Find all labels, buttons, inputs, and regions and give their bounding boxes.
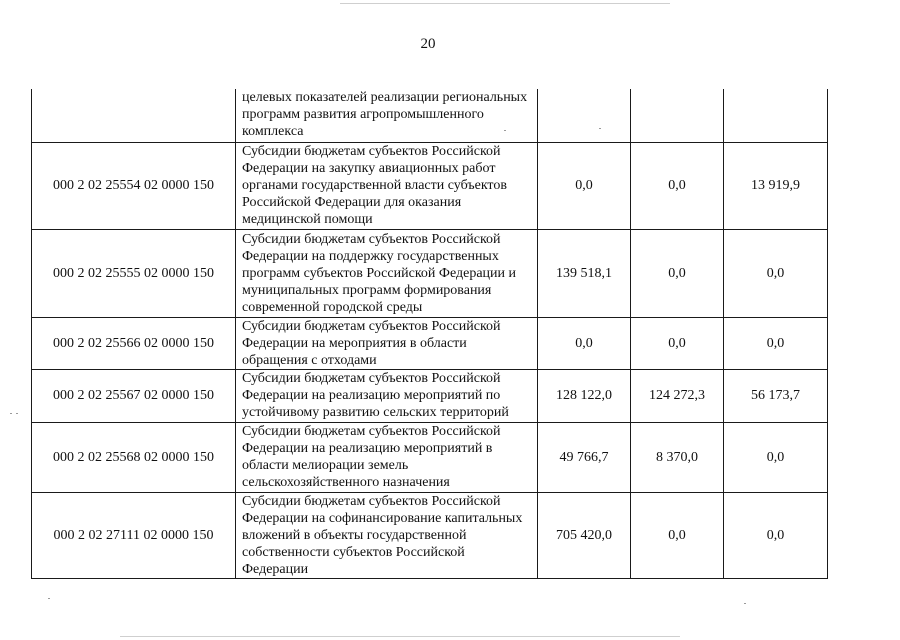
row-value-3: 0,0 — [724, 492, 828, 578]
row-value-3: 56 173,7 — [724, 369, 828, 422]
row-value-3 — [724, 89, 828, 142]
row-value-2 — [631, 89, 724, 142]
page-number: 20 — [420, 36, 436, 52]
scan-artifact-dot — [10, 413, 12, 414]
scan-artifact-dot — [744, 603, 746, 604]
row-value-3: 13 919,9 — [724, 142, 828, 229]
row-value-1: 0,0 — [538, 142, 631, 229]
row-code: 000 2 02 25554 02 0000 150 — [32, 142, 236, 229]
row-code — [32, 89, 236, 142]
row-description: Субсидии бюджетам субъектов Российской Федерации на софинансирование капитальных вложений в объекты государственной собственности субъектов Российской Федерации — [236, 492, 538, 578]
row-value-2: 0,0 — [631, 317, 724, 369]
table-row — [32, 369, 828, 422]
row-value-2: 124 272,3 — [631, 369, 724, 422]
row-value-2: 0,0 — [631, 229, 724, 317]
budget-table — [31, 89, 828, 579]
row-code: 000 2 02 27111 02 0000 150 — [32, 492, 236, 578]
row-value-3: 0,0 — [724, 317, 828, 369]
row-value-1: 49 766,7 — [538, 422, 631, 492]
row-description: целевых показателей реализации региональных программ развития агропромышленного комплекса — [236, 89, 538, 142]
table-row — [32, 89, 828, 142]
row-value-1: 128 122,0 — [538, 369, 631, 422]
row-value-2: 0,0 — [631, 142, 724, 229]
scan-artifact-dot — [16, 413, 18, 414]
table-row — [32, 422, 828, 492]
table-row — [32, 492, 828, 578]
row-value-2: 8 370,0 — [631, 422, 724, 492]
row-value-1 — [538, 89, 631, 142]
row-value-2: 0,0 — [631, 492, 724, 578]
row-value-1: 705 420,0 — [538, 492, 631, 578]
row-description: Субсидии бюджетам субъектов Российской Федерации на закупку авиационных работ органами государственной власти субъектов Российской Федерации для оказания медицинской помощи — [236, 142, 538, 229]
table-row — [32, 142, 828, 229]
scan-artifact-bottom — [120, 636, 680, 637]
scan-artifact-dot — [48, 598, 50, 599]
row-value-1: 0,0 — [538, 317, 631, 369]
table-row — [32, 229, 828, 317]
row-value-3: 0,0 — [724, 422, 828, 492]
row-code: 000 2 02 25567 02 0000 150 — [32, 369, 236, 422]
table-row — [32, 317, 828, 369]
row-description: Субсидии бюджетам субъектов Российской Федерации на мероприятия в области обращения с отходами — [236, 317, 538, 369]
row-description: Субсидии бюджетам субъектов Российской Федерации на реализацию мероприятий в области мелиорации земель сельскохозяйственного назначения — [236, 422, 538, 492]
row-description: Субсидии бюджетам субъектов Российской Федерации на реализацию мероприятий по устойчивому развитию сельских территорий — [236, 369, 538, 422]
row-code: 000 2 02 25566 02 0000 150 — [32, 317, 236, 369]
row-value-3: 0,0 — [724, 229, 828, 317]
scan-artifact-top — [340, 3, 670, 4]
row-code: 000 2 02 25555 02 0000 150 — [32, 229, 236, 317]
row-value-1: 139 518,1 — [538, 229, 631, 317]
row-description: Субсидии бюджетам субъектов Российской Федерации на поддержку государственных программ субъектов Российской Федерации и муниципальных программ формирования современной городской среды — [236, 229, 538, 317]
row-code: 000 2 02 25568 02 0000 150 — [32, 422, 236, 492]
